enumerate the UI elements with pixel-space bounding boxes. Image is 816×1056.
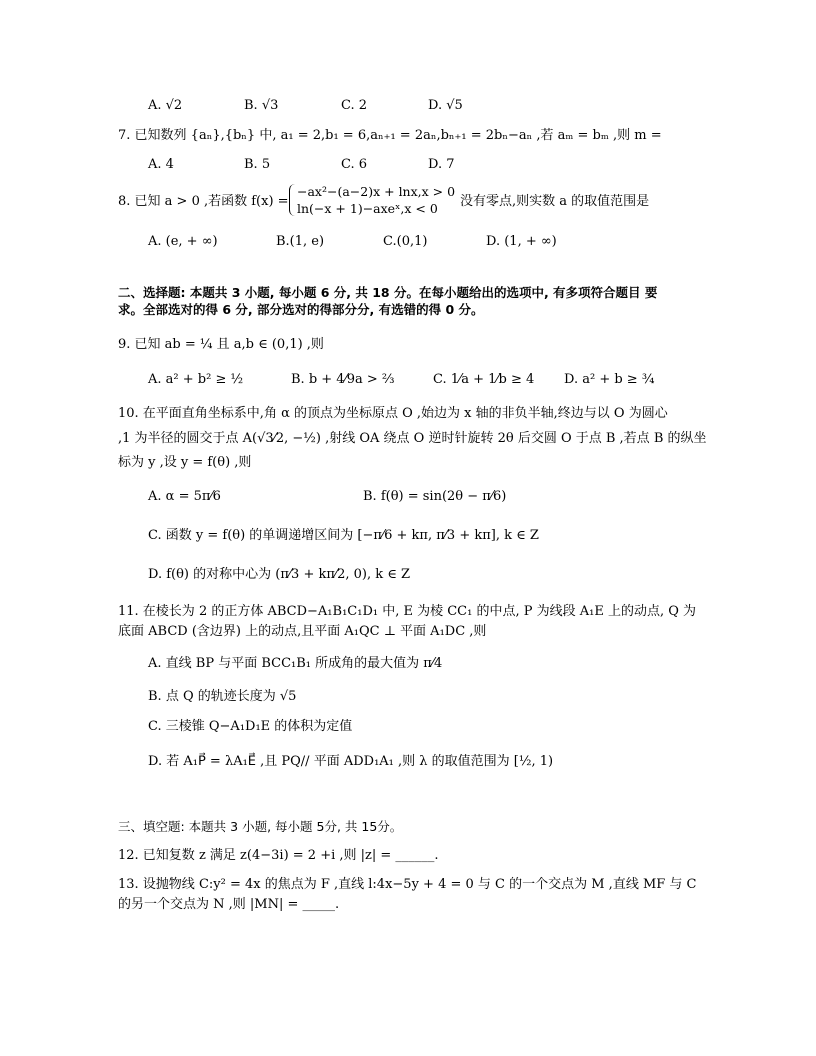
q8-option-b: B.(1, e) [276, 234, 325, 249]
q10-option-b: B. f(θ) = sin(2θ − π⁄6) [363, 489, 507, 504]
q13-stem-line2: 的另一个交点为 N ,则 |MN| = _____. [118, 897, 340, 912]
q10-stem-line3: 标为 y ,设 y = f(θ) ,则 [118, 455, 252, 470]
q10-option-a: A. α = 5π⁄6 [148, 489, 221, 504]
q8-option-d: D. (1, + ∞) [486, 234, 557, 249]
section-3-heading: 三、填空题: 本题共 3 小题, 每小题 5分, 共 15分。 [118, 819, 403, 834]
q8-piece-2: ln(−x + 1)−axeˣ,x < 0 [297, 201, 438, 216]
q8-stem-prefix: 8. 已知 a > 0 ,若函数 f(x) = [118, 194, 289, 209]
q9-option-d: D. a² + b ≥ ¾ [564, 372, 655, 387]
q11-option-b: B. 点 Q 的轨迹长度为 √5 [148, 689, 297, 704]
q8-option-a: A. (e, + ∞) [148, 234, 218, 249]
q6-option-c: C. 2 [341, 98, 368, 113]
q6-option-a: A. √2 [148, 98, 183, 113]
q7-option-d: D. 7 [428, 157, 455, 172]
q8-option-c: C.(0,1) [383, 234, 428, 249]
q11-option-c: C. 三棱锥 Q−A₁D₁E 的体积为定值 [148, 719, 353, 734]
q10-option-c: C. 函数 y = f(θ) 的单调递增区间为 [−π⁄6 + kπ, π⁄3 + kπ], k ∈ Z [148, 528, 539, 543]
q8-stem-suffix: 没有零点,则实数 a 的取值范围是 [460, 194, 650, 209]
q11-option-a: A. 直线 BP 与平面 BCC₁B₁ 所成角的最大值为 π⁄4 [148, 656, 443, 671]
q13-stem-line1: 13. 设抛物线 C:y² = 4x 的焦点为 F ,直线 l:4x−5y + 4 = 0 与 C 的一个交点为 M ,直线 MF 与 C [118, 877, 697, 892]
section-2-heading-cont: 求。全部选对的得 6 分, 部分选对的得部分分, 有选错的得 0 分。 [118, 302, 484, 317]
q10-stem-line1: 10. 在平面直角坐标系中,角 α 的顶点为坐标原点 O ,始边为 x 轴的非负半轴,终边与以 O 为圆心 [118, 406, 668, 421]
q7-stem: 7. 已知数列 {aₙ},{bₙ} 中, a₁ = 2,b₁ = 6,aₙ₊₁ = 2aₙ,bₙ₊₁ = 2bₙ−aₙ ,若 aₘ = bₘ ,则 m = [118, 128, 662, 143]
q6-option-d: D. √5 [428, 98, 463, 113]
q9-option-c: C. 1⁄a + 1⁄b ≥ 4 [433, 372, 535, 387]
q11-stem-line1: 11. 在棱长为 2 的正方体 ABCD−A₁B₁C₁D₁ 中, E 为棱 CC₁ 的中点, P 为线段 A₁E 上的动点, Q 为 [118, 604, 697, 619]
q10-stem-line2: ,1 为半径的圆交于点 A(√3⁄2, −½) ,射线 OA 绕点 O 逆时针旋转 2θ 后交圆 O 于点 B ,若点 B 的纵坐 [118, 431, 707, 446]
q7-option-c: C. 6 [341, 157, 368, 172]
q7-option-b: B. 5 [244, 157, 271, 172]
q9-option-a: A. a² + b² ≥ ½ [148, 372, 244, 387]
q9-stem: 9. 已知 ab = ¼ 且 a,b ∈ (0,1) ,则 [118, 337, 324, 352]
q6-option-b: B. √3 [244, 98, 279, 113]
section-2-heading: 二、选择题: 本题共 3 小题, 每小题 6 分, 共 18 分。在每小题给出的选项中, 有多项符合题目 要 [118, 285, 658, 300]
q7-option-a: A. 4 [148, 157, 174, 172]
q9-option-b: B. b + 4⁄9a > ⅔ [291, 372, 395, 387]
piecewise-brace [289, 184, 296, 216]
q8-piece-1: −ax²−(a−2)x + lnx,x > 0 [297, 184, 456, 199]
q12-stem: 12. 已知复数 z 满足 z(4−3i) = 2 +i ,则 |z| = ______. [118, 848, 439, 863]
q10-option-d: D. f(θ) 的对称中心为 (π⁄3 + kπ⁄2, 0), k ∈ Z [148, 567, 411, 582]
q11-option-d: D. 若 A₁P⃗ = λA₁E⃗ ,且 PQ// 平面 ADD₁A₁ ,则 λ 的取值范围为 [½, 1) [148, 754, 554, 769]
q11-stem-line2: 底面 ABCD (含边界) 上的动点,且平面 A₁QC ⊥ 平面 A₁DC ,则 [118, 624, 487, 639]
